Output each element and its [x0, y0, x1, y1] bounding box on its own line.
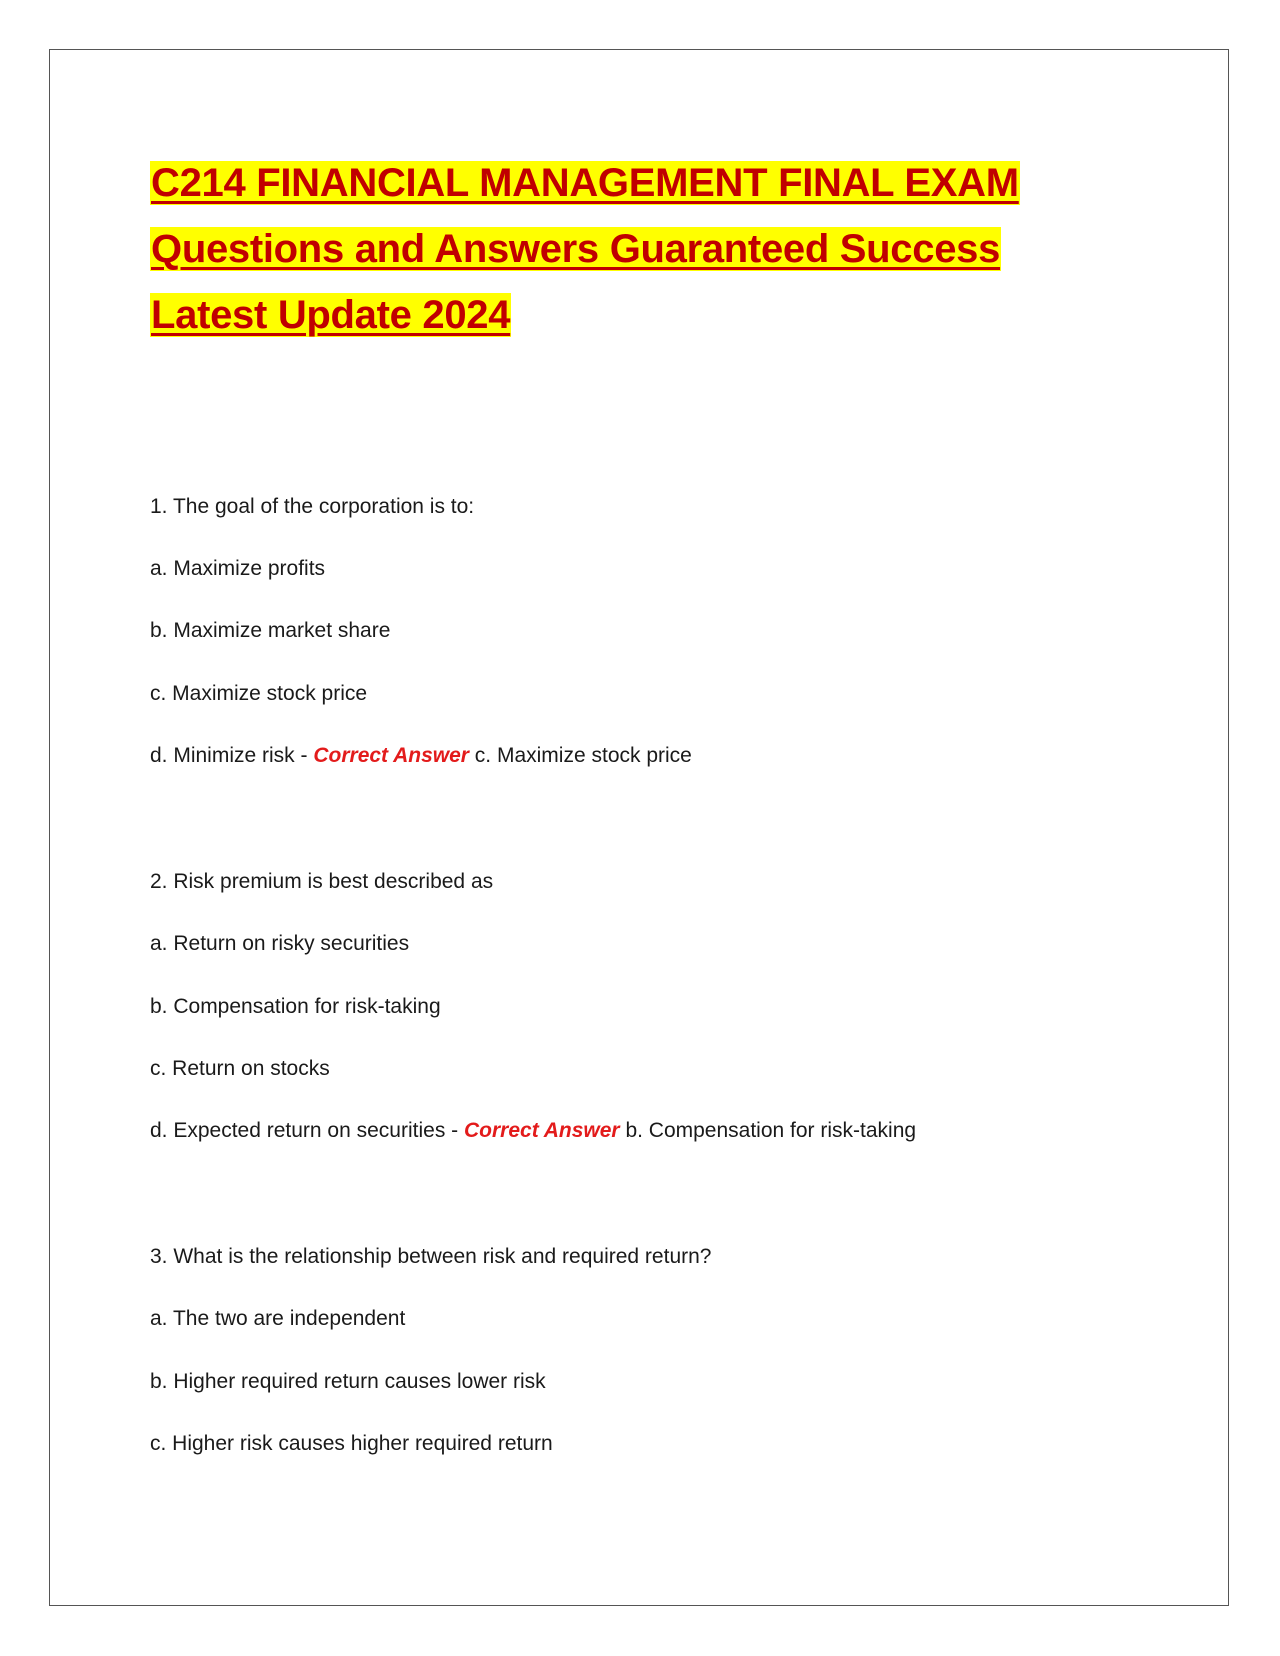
correct-answer-label: Correct Answer	[464, 1119, 620, 1142]
question-2-option-d	[150, 1117, 916, 1145]
question-2-option-d-text: d. Expected return on securities -	[150, 1119, 464, 1142]
question-1-option-c: c. Maximize stock price	[150, 682, 368, 705]
question-2-answer: b. Compensation for risk-taking	[619, 1119, 917, 1142]
document-title	[150, 150, 1150, 348]
question-1-option-d	[150, 742, 692, 770]
question-1-option-d-text: d. Minimize risk -	[150, 744, 314, 767]
question-3-prompt: 3. What is the relationship between risk and required return?	[150, 1245, 712, 1268]
correct-answer-label: Correct Answer	[313, 744, 469, 767]
title-line-3: Latest Update 2024	[151, 293, 511, 337]
question-2-option-c: c. Return on stocks	[150, 1057, 330, 1080]
question-2-option-b: b. Compensation for risk-taking	[150, 995, 441, 1018]
question-1-answer: c. Maximize stock price	[468, 744, 692, 767]
title-line-1: C214 FINANCIAL MANAGEMENT FINAL EXAM	[151, 161, 1019, 205]
question-1-prompt: 1. The goal of the corporation is to:	[150, 495, 475, 518]
question-2-option-a: a. Return on risky securities	[150, 932, 410, 955]
question-1-option-b: b. Maximize market share	[150, 619, 391, 642]
question-3-option-a: a. The two are independent	[150, 1307, 406, 1330]
title-line-2: Questions and Answers Guaranteed Success	[151, 227, 1001, 271]
question-3-option-c: c. Higher risk causes higher required return	[150, 1432, 553, 1455]
question-2-prompt: 2. Risk premium is best described as	[150, 870, 494, 893]
question-1-option-a: a. Maximize profits	[150, 557, 326, 580]
question-3-option-b: b. Higher required return causes lower risk	[150, 1370, 546, 1393]
